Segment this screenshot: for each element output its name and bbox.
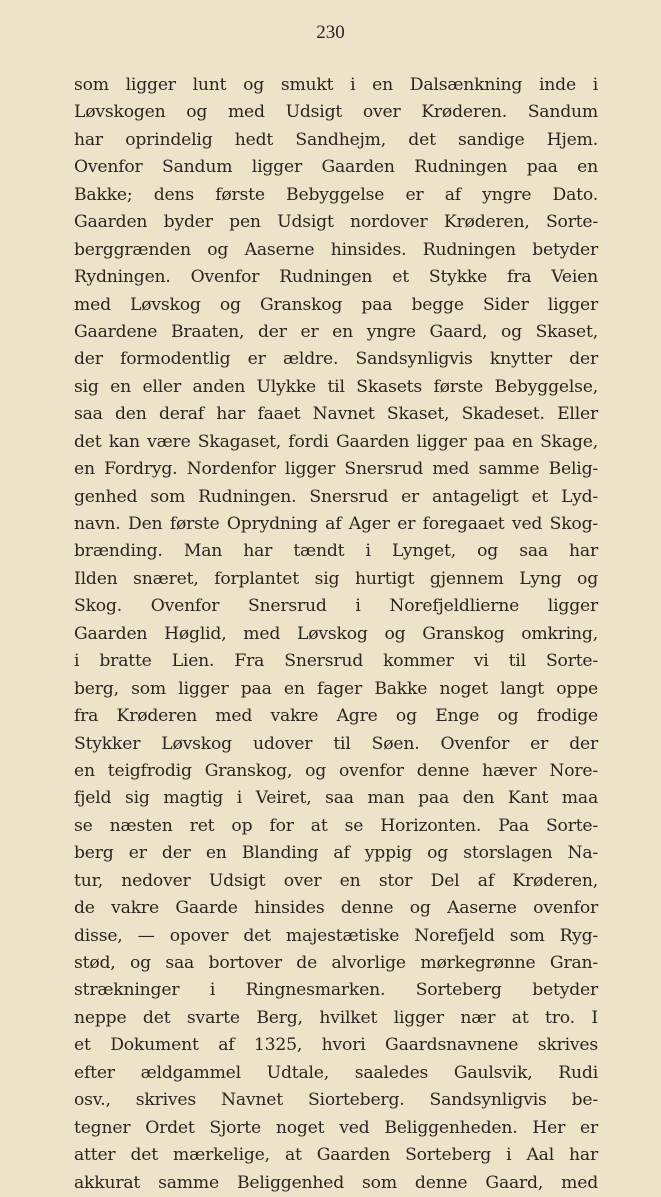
text-line: brænding. Man har tændt i Lynget, og saa har (74, 541, 598, 562)
text-line: tegner Ordet Sjorte noget ved Beliggenheden. Her er (74, 1117, 598, 1138)
text-line: saa den deraf har faaet Navnet Skaset, Skadeset. Eller (74, 404, 598, 425)
text-line: Skog. Ovenfor Snersrud i Norefjeldlierne ligger (74, 596, 598, 617)
text-line: berg, som ligger paa en fager Bakke noget langt oppe (74, 678, 598, 699)
text-line: i bratte Lien. Fra Snersrud kommer vi til Sorte- (74, 651, 598, 672)
text-line: Gaarden byder pen Udsigt nordover Krøderen, Sorte- (74, 212, 598, 233)
text-line: stød, og saa bortover de alvorlige mørkegrønne Gran- (74, 953, 598, 973)
text-line: Ilden snæret, forplantet sig hurtigt gjennem Lyng og (74, 568, 598, 589)
text-line: disse, — opover det majestætiske Norefjeld som Ryg- (74, 925, 598, 946)
text-line: Gaardene Braaten, der er en yngre Gaard, og Skaset, (74, 321, 598, 342)
text-line: et Dokument af 1325, hvori Gaardsnavnene skrives (74, 1035, 598, 1056)
text-line: neppe det svarte Berg, hvilket ligger nær at tro. I (74, 1007, 598, 1028)
text-line: tur, nedover Udsigt over en stor Del af Krøderen, (74, 870, 598, 891)
text-line: en Fordryg. Nordenfor ligger Snersrud med samme Belig- (74, 459, 598, 480)
text-line: berg er der en Blanding af yppig og storslagen Na- (74, 843, 598, 864)
text-line: fra Krøderen med vakre Agre og Enge og frodige (74, 706, 598, 727)
text-line: en teigfrodig Granskog, og ovenfor denne hæver Nore- (74, 760, 598, 781)
text-line: Løvskogen og med Udsigt over Krøderen. Sandum (74, 102, 598, 123)
text-line: Rydningen. Ovenfor Rudningen et Stykke fra Veien (74, 267, 598, 288)
text-line: som ligger lunt og smukt i en Dalsænkning inde i (74, 75, 598, 95)
text-line: efter ældgammel Udtale, saaledes Gaulsvik, Rudi (74, 1062, 598, 1083)
text-line: osv., skrives Navnet Siorteberg. Sandsynligvis be- (74, 1090, 598, 1111)
text-line: navn. Den første Oprydning af Ager er foregaaet ved Skog- (74, 514, 598, 534)
text-line: genhed som Rudningen. Snersrud er antageligt et Lyd- (74, 486, 598, 507)
text-line: se næsten ret op for at se Horizonten. Paa Sorte- (74, 815, 598, 836)
text-line: akkurat samme Beliggenhed som denne Gaard, med (74, 1172, 598, 1193)
text-line: Gaarden Høglid, med Løvskog og Granskog omkring, (74, 623, 598, 644)
text-line: Stykker Løvskog udover til Søen. Ovenfor er der (74, 733, 598, 754)
text-line: Bakke; dens første Bebyggelse er af yngre Dato. (74, 184, 598, 205)
page-number: 230 (316, 22, 345, 43)
text-line: strækninger i Ringnesmarken. Sorteberg betyder (74, 980, 598, 1001)
body-text (74, 72, 598, 1197)
text-line: det kan være Skagaset, fordi Gaarden ligger paa en Skage, (74, 431, 598, 452)
text-line: de vakre Gaarde hinsides denne og Aaserne ovenfor (74, 898, 598, 919)
text-line: sig en eller anden Ulykke til Skasets første Bebyggelse, (74, 376, 598, 397)
text-line: berggrænden og Aaserne hinsides. Rudningen betyder (74, 239, 598, 260)
text-line: fjeld sig magtig i Veiret, saa man paa den Kant maa (74, 788, 598, 809)
text-line: Ovenfor Sandum ligger Gaarden Rudningen paa en (74, 157, 598, 178)
text-line: atter det mærkelige, at Gaarden Sorteberg i Aal har (74, 1145, 598, 1166)
text-line: har oprindelig hedt Sandhejm, det sandige Hjem. (74, 129, 598, 150)
text-line: med Løvskog og Granskog paa begge Sider ligger (74, 294, 598, 315)
text-line: der formodentlig er ældre. Sandsynligvis knytter der (74, 349, 598, 370)
